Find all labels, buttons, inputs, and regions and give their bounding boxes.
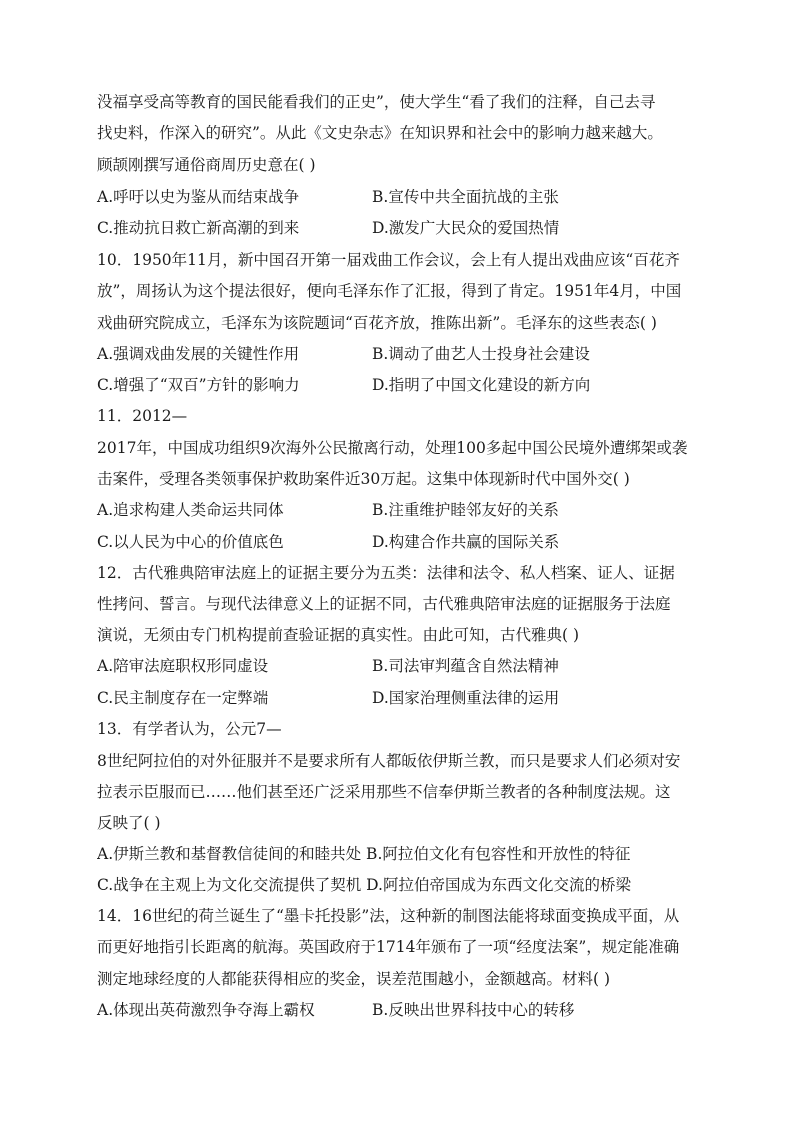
q9-option-b: B.宣传中共全面抗战的主张	[372, 188, 559, 206]
q13-stem: 反映了( )	[97, 814, 161, 832]
q14-option-b: B.反映出世界科技中心的转移	[372, 1001, 575, 1019]
q10-option-b: B.调动了曲艺人士投身社会建设	[372, 345, 590, 363]
q13-options-ab: A.伊斯兰教和基督教信徒间的和睦共处 B.阿拉伯文化有包容性和开放性的特征	[97, 845, 631, 863]
q9-text-line: 没福享受高等教育的国民能看我们的正史”，使大学生“看了我们的注释，自己去寻	[97, 93, 656, 111]
q13-text-line: 8世纪阿拉伯的对外征服并不是要求所有人都皈依伊斯兰教，而只是要求人们必须对安	[97, 752, 681, 770]
q9-option-a: A.呼吁以史为鉴从而结束战争	[97, 188, 300, 206]
q9-option-d: D.激发广大民众的爱国热情	[372, 219, 560, 237]
q10-option-a: A.强调戏曲发展的关键性作用	[97, 345, 300, 363]
q12-option-a: A.陪审法庭职权形同虚设	[97, 657, 269, 675]
q9-option-c: C.推动抗日救亡新高潮的到来	[97, 219, 300, 237]
q9-stem: 顾颉刚撰写通俗商周历史意在( )	[97, 156, 316, 174]
q10-option-d: D.指明了中国文化建设的新方向	[372, 376, 591, 394]
q13-text-line: 13．有学者认为，公元7—	[97, 720, 282, 738]
q11-option-b: B.注重维护睦邻友好的关系	[372, 501, 559, 519]
q12-text-line: 性拷问、誓言。与现代法律意义上的证据不同，古代雅典陪审法庭的证据服务于法庭	[97, 595, 671, 613]
q10-text-line: 10．1950年11月，新中国召开第一届戏曲工作会议，会上有人提出戏曲应该“百花齐	[97, 251, 680, 269]
q14-text-line: 而更好地指引长距离的航海。英国政府于1714年颁布了一项“经度法案”，规定能准确	[97, 938, 680, 956]
q10-stem: 戏曲研究院成立，毛泽东为该院题词“百花齐放，推陈出新”。毛泽东的这些表态( )	[97, 314, 657, 332]
q11-text-line: 2017年，中国成功组织9次海外公民撤离行动，处理100多起中国公民境外遭绑架或袭	[97, 439, 688, 457]
q9-text-line: 找史料，作深入的研究”。从此《文史杂志》在知识界和社会中的影响力越来越大。	[97, 124, 663, 142]
q14-text-line: 14．16世纪的荷兰诞生了“墨卡托投影”法，这种新的制图法能将球面变换成平面，从	[97, 907, 680, 925]
q11-option-c: C.以人民为中心的价值底色	[97, 533, 284, 551]
q13-options-cd: C.战争在主观上为文化交流提供了契机 D.阿拉伯帝国成为东西文化交流的桥梁	[97, 876, 631, 894]
q11-option-a: A.追求构建人类命运共同体	[97, 501, 284, 519]
q11-text-line: 11．2012—	[97, 407, 188, 425]
q11-option-d: D.构建合作共赢的国际关系	[372, 533, 560, 551]
q14-option-a: A.体现出英荷激烈争夺海上霸权	[97, 1001, 315, 1019]
q12-option-b: B.司法审判蕴含自然法精神	[372, 657, 559, 675]
q12-text-line: 12．古代雅典陪审法庭上的证据主要分为五类：法律和法令、私人档案、证人、证据	[97, 564, 675, 582]
q10-text-line: 放”，周扬认为这个提法很好，便向毛泽东作了汇报，得到了肯定。1951年4月，中国	[97, 282, 682, 300]
q11-stem: 击案件，受理各类领事保护救助案件近30万起。这集中体现新时代中国外交( )	[97, 470, 630, 488]
q12-stem: 演说，无须由专门机构提前查验证据的真实性。由此可知，古代雅典( )	[97, 626, 580, 644]
q10-option-c: C.增强了“双百”方针的影响力	[97, 376, 300, 394]
q14-stem: 测定地球经度的人都能获得相应的奖金，误差范围越小，金额越高。材料( )	[97, 970, 611, 988]
q12-option-c: C.民主制度存在一定弊端	[97, 689, 269, 707]
q13-text-line: 拉表示臣服而已……他们甚至还广泛采用那些不信奉伊斯兰教者的各种制度法规。这	[97, 783, 671, 801]
q12-option-d: D.国家治理侧重法律的运用	[372, 689, 560, 707]
